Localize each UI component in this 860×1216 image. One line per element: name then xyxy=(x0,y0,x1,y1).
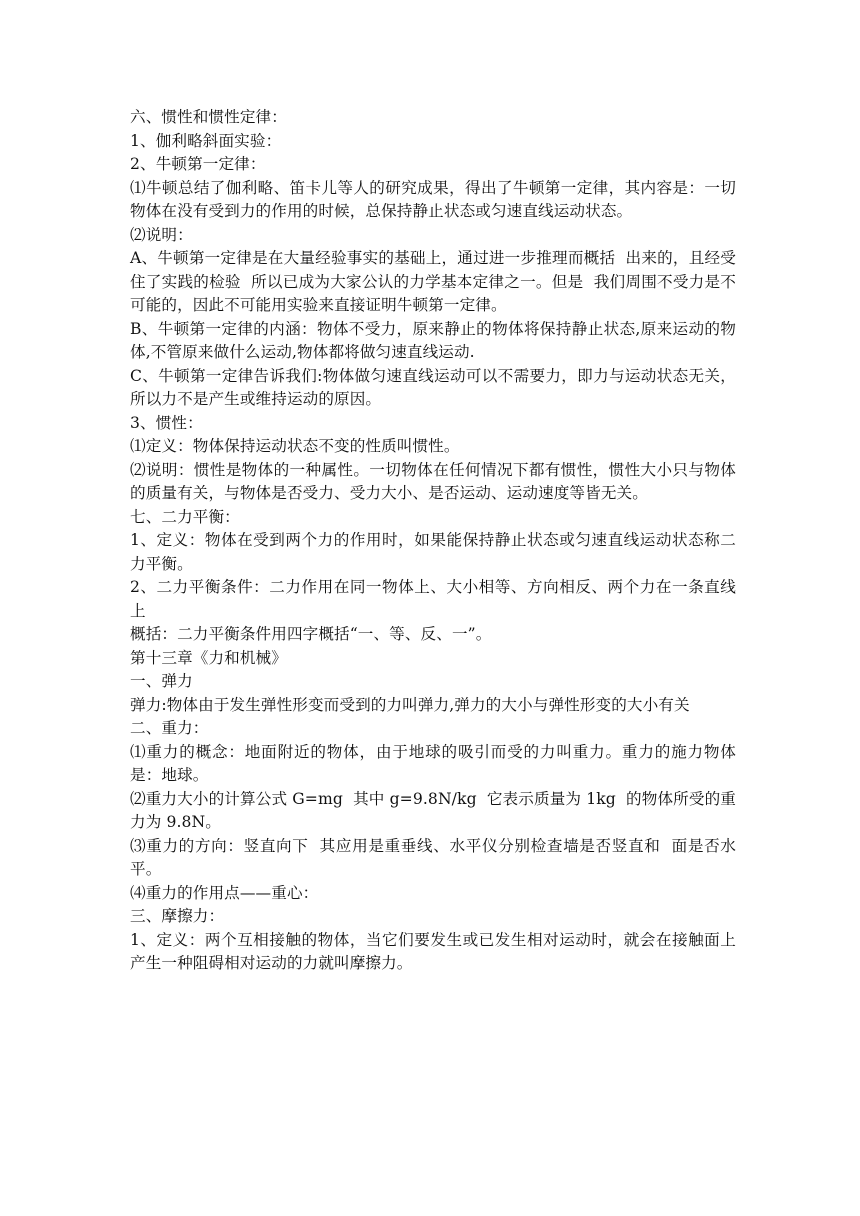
paragraph-gravity-concept: ⑴重力的概念：地面附近的物体，由于地球的吸引而受的力叫重力。重力的施力物体是：地球。 xyxy=(130,742,736,784)
item-explanation: ⑵说明： xyxy=(130,225,193,244)
document-body xyxy=(130,106,736,976)
paragraph-newton-law-content: ⑴牛顿总结了伽利略、笛卡儿等人的研究成果，得出了牛顿第一定律，其内容是：一切物体在没有受到力的作用的时候，总保持静止状态或匀速直线运动状态。 xyxy=(130,178,736,220)
item-inertia: 3、惯性： xyxy=(130,413,203,432)
paragraph-explanation-b: B、牛顿第一定律的内涵：物体不受力，原来静止的物体将保持静止状态,原来运动的物体,不管原来做什么运动,物体都将做匀速直线运动. xyxy=(130,319,736,361)
item-galileo-experiment: 1、伽利略斜面实验： xyxy=(130,131,282,150)
heading-elastic-force: 一、弹力 xyxy=(130,672,193,690)
paragraph-friction-definition: 1、定义：两个互相接触的物体，当它们要发生或已发生相对运动时，就会在接触面上产生一种阻碍相对运动的力就叫摩擦力。 xyxy=(130,930,736,972)
paragraph-inertia-definition: ⑴定义：物体保持运动状态不变的性质叫惯性。 xyxy=(130,437,460,455)
heading-inertia-law: 六、惯性和惯性定律： xyxy=(130,108,287,126)
paragraph-explanation-c: C、牛顿第一定律告诉我们:物体做匀速直线运动可以不需要力，即力与运动状态无关，所以力不是产生或维持运动的原因。 xyxy=(130,366,736,408)
paragraph-gravity-center: ⑷重力的作用点——重心： xyxy=(130,883,319,902)
heading-gravity: 二、重力： xyxy=(130,719,209,737)
paragraph-elastic-force: 弹力:物体由于发生弹性形变而受到的力叫弹力,弹力的大小与弹性形变的大小有关 xyxy=(130,695,690,714)
paragraph-balance-conditions: 2、二力平衡条件：二力作用在同一物体上、大小相等、方向相反、两个力在一条直线上 xyxy=(130,578,736,620)
paragraph-balance-summary: 概括：二力平衡条件用四字概括“一、等、反、一”。 xyxy=(130,625,492,643)
paragraph-gravity-formula: ⑵重力大小的计算公式 G=mg 其中 g=9.8N/kg 它表示质量为 1kg 的物体所受的重力为 9.8N。 xyxy=(130,789,736,831)
item-newton-first-law: 2、牛顿第一定律： xyxy=(130,155,266,173)
paragraph-balance-definition: 1、定义：物体在受到两个力的作用时，如果能保持静止状态或匀速直线运动状态称二力平衡。 xyxy=(130,531,736,573)
paragraph-inertia-explanation: ⑵说明：惯性是物体的一种属性。一切物体在任何情况下都有惯性，惯性大小只与物体的质量有关，与物体是否受力、受力大小、是否运动、运动速度等皆无关。 xyxy=(130,460,736,502)
chapter-title: 第十三章《力和机械》 xyxy=(130,648,287,667)
heading-friction: 三、摩擦力： xyxy=(130,907,225,925)
heading-two-force-balance: 七、二力平衡： xyxy=(130,507,240,526)
paragraph-explanation-a: A、牛顿第一定律是在大量经验事实的基础上，通过进一步推理而概括 出来的，且经受住了实践的检验 所以已成为大家公认的力学基本定律之一。但是 我们周围不受力是不可能的，因此不可能用实验来直接证明牛顿第一定律。 xyxy=(130,249,736,314)
paragraph-gravity-direction: ⑶重力的方向：竖直向下 其应用是重垂线、水平仪分别检查墙是否竖直和 面是否水平。 xyxy=(130,836,736,878)
